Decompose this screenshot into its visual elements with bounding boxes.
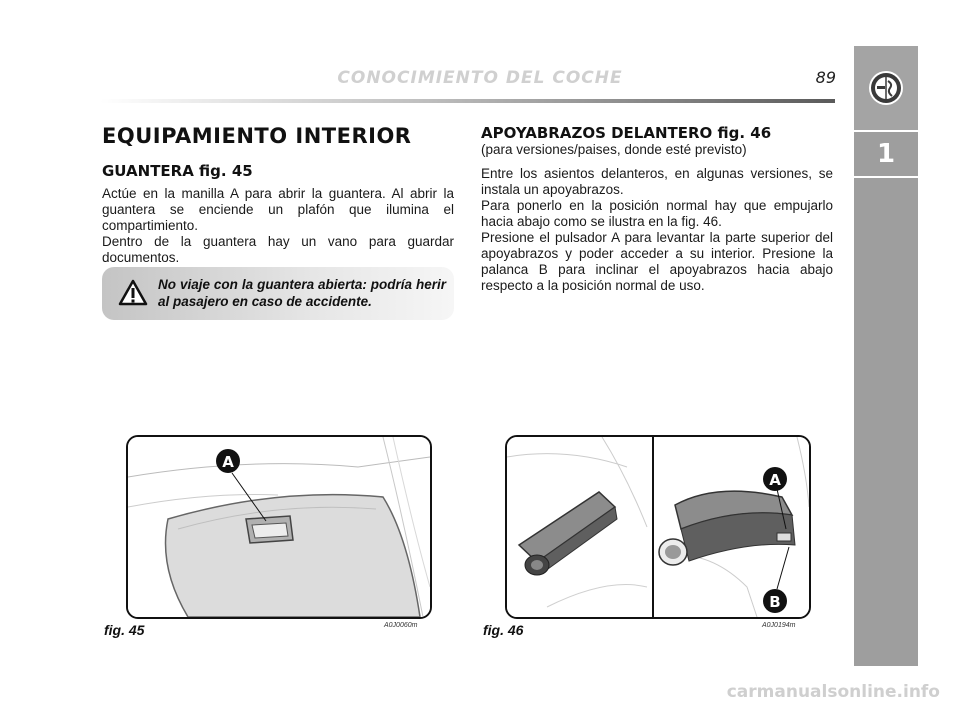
- figure-46-armrest: [505, 435, 811, 619]
- footer-watermark: carmanualsonline.info: [726, 682, 940, 702]
- header-rule: [100, 99, 835, 103]
- armrest-paragraph-2: Para ponerlo en la posición normal hay que empujarlo hacia abajo como se ilustra en la fig. 46.: [481, 198, 833, 229]
- warning-box: [102, 267, 454, 320]
- glovebox-paragraph-2: Dentro de la guantera hay un vano para guardar documentos.: [102, 234, 454, 265]
- logo-box: [854, 46, 918, 130]
- glovebox-callout-a: A: [222, 453, 234, 471]
- figure-45-code: A0J0060m: [384, 622, 418, 629]
- chapter-side-tab: [854, 46, 918, 666]
- armrest-illustration: [507, 437, 809, 617]
- figure-46-code: A0J0194m: [762, 622, 796, 629]
- armrest-note: (para versiones/paises, donde esté previsto): [481, 142, 747, 157]
- figure-45-caption: fig. 45: [104, 622, 145, 638]
- alfa-romeo-logo-icon: [867, 69, 905, 107]
- chapter-number: 1: [854, 130, 918, 178]
- armrest-paragraph-1: Entre los asientos delanteros, en algunas versiones, se instala un apoyabrazos.: [481, 166, 833, 197]
- left-column: [102, 124, 454, 266]
- armrest-callout-a: A: [769, 471, 781, 489]
- figure-46-caption: fig. 46: [483, 622, 524, 638]
- page-number: 89: [815, 68, 836, 87]
- warning-triangle-icon: [118, 279, 148, 306]
- glovebox-illustration: [128, 437, 430, 617]
- glovebox-paragraph-1: Actúe en la manilla A para abrir la guantera. Al abrir la guantera se enciende un plafón que ilumina el compartimiento.: [102, 186, 454, 233]
- warning-text: No viaje con la guantera abierta: podría herir al pasajero en caso de accidente.: [158, 277, 446, 309]
- armrest-paragraph-3: Presione el pulsador A para levantar la parte superior del apoyabrazos y poder acceder a su interior. Presione la palanca B para inclinar el apoyabrazos hacia abajo respecto a la posición normal de uso.: [481, 230, 833, 293]
- glovebox-title: GUANTERA fig. 45: [102, 162, 253, 180]
- armrest-callout-b: B: [769, 593, 781, 611]
- figure-45-glovebox: [126, 435, 432, 619]
- running-header-title: CONOCIMIENTO DEL COCHE: [337, 68, 623, 88]
- armrest-title: APOYABRAZOS DELANTERO fig. 46: [481, 124, 772, 142]
- section-title: EQUIPAMIENTO INTERIOR: [102, 124, 412, 148]
- right-column: [481, 124, 833, 294]
